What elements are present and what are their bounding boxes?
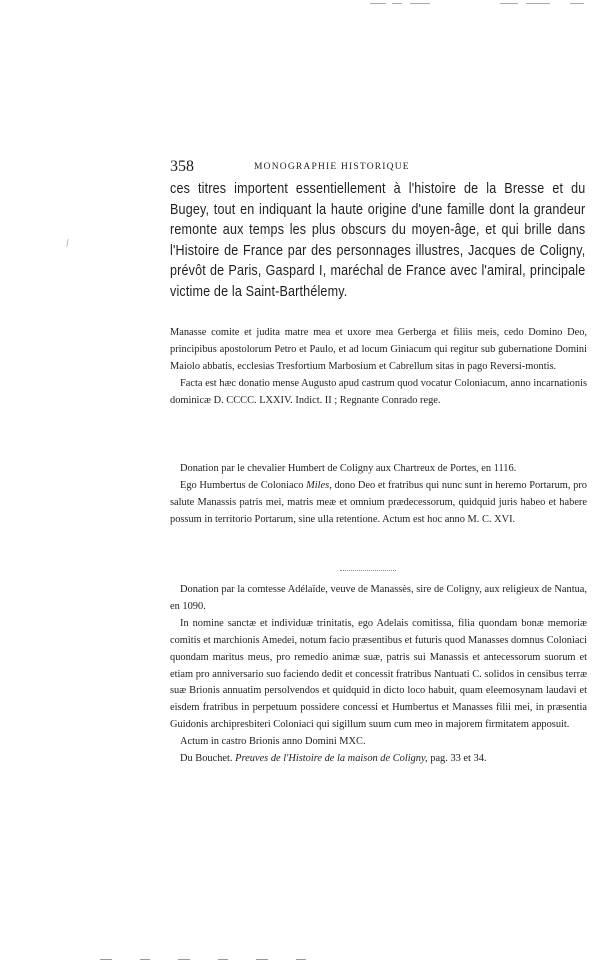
charter-2-text-end: , dono Deo et fratribus qui nunc sunt in heremo Portarum, pro salute Manassis patris mei, matris meæ et omnium prædecessorum, quidquid juris habeo et habere possum in territorio Portarum, sine ulla retentione. Actum est hoc anno M. C. XVI. <box>170 479 587 525</box>
charter-2-italic: Miles <box>306 479 330 491</box>
source-author: Du Bouchet. <box>180 753 233 765</box>
source-pages: pag. 33 et 34. <box>430 753 487 765</box>
page-header <box>170 158 430 178</box>
margin-mark: ⁄ <box>64 238 71 249</box>
charter-1 <box>170 325 587 410</box>
section-separator <box>340 570 396 571</box>
top-edge-marks <box>370 0 600 6</box>
charter-1-dating: Facta est hæc donatio mense Augusto apud castrum quod vocatur Coloniacum, anno incarnationis dominicæ D. CCCC. LXXIV. Indict. II ; Regnante Conrado rege. <box>170 377 587 406</box>
charter-3-text: In nomine sanctæ et individuæ trinitatis, ego Adelais comitissa, filia quondam bonæ memoriæ comitis et marchionis Amedei, notum facio præsentibus et futuris quod Manasses domnus Coloniaci quondam maritus meus, pro remedio animæ suæ, patris sui Manassis et antecessorum suorum et etiam pro anniversario suo faciendo dedit et concessit fratribus Nantuati C. solidos in censibus terræ suæ Brionis annuatim persolvendos et quidquid in dicto loco habuit, quam eleemosynam laudavi et eisdem fratribus in perpetuum possidere concessi et Humbertus et Manasses filii mei, in præsentia Guidonis archipresbiteri Coloniaci qui sigillum suum cum meo in majorem firmitatem apposuit. <box>170 617 587 731</box>
charter-3-actum: Actum in castro Brionis anno Domini MXC. <box>180 736 366 748</box>
bottom-edge-marks <box>100 957 400 963</box>
source-title: Preuves de l'Histoire de la maison de Coligny, <box>235 753 428 765</box>
charter-3-heading: Donation par la comtesse Adélaïde, veuve de Manassès, sire de Coligny, aux religieux de Nantua, en 1090. <box>170 584 587 612</box>
charter-3 <box>170 582 587 768</box>
lead-text: ces titres importent essentiellement à l'histoire de la Bresse et du Bugey, tout en indiquant la haute origine d'une famille dont la grandeur remonte aux temps les plus obscurs du moyen-âge, et qui brille dans l'Histoire de France par des personnages illustres, Jacques de Coligny, prévôt de Paris, Gaspard I, maréchal de France avec l'amiral, principale victime de la Saint-Barthélemy. <box>170 181 586 300</box>
charter-2 <box>170 461 587 529</box>
charter-3-source <box>170 751 587 768</box>
charter-1-text: Manasse comite et judita matre mea et uxore mea Gerberga et filiis meis, cedo Domino Deo, principibus apostolorum Petro et Paulo, et ad locum Giniacum qui regitur sub gubernatione Domini Maiolo abbatis, ecclesias Tresfortium Marbosium et Cabrellum sitas in pago Reversi-montis. <box>170 327 587 372</box>
charter-2-text <box>170 478 587 529</box>
running-title: MONOGRAPHIE HISTORIQUE <box>254 162 410 172</box>
page-number: 358 <box>170 158 194 175</box>
charter-2-text-start: Ego Humbertus de Coloniaco <box>180 479 304 491</box>
charter-2-heading: Donation par le chevalier Humbert de Coligny aux Chartreux de Portes, en 1116. <box>180 463 517 474</box>
lead-paragraph <box>170 179 585 302</box>
